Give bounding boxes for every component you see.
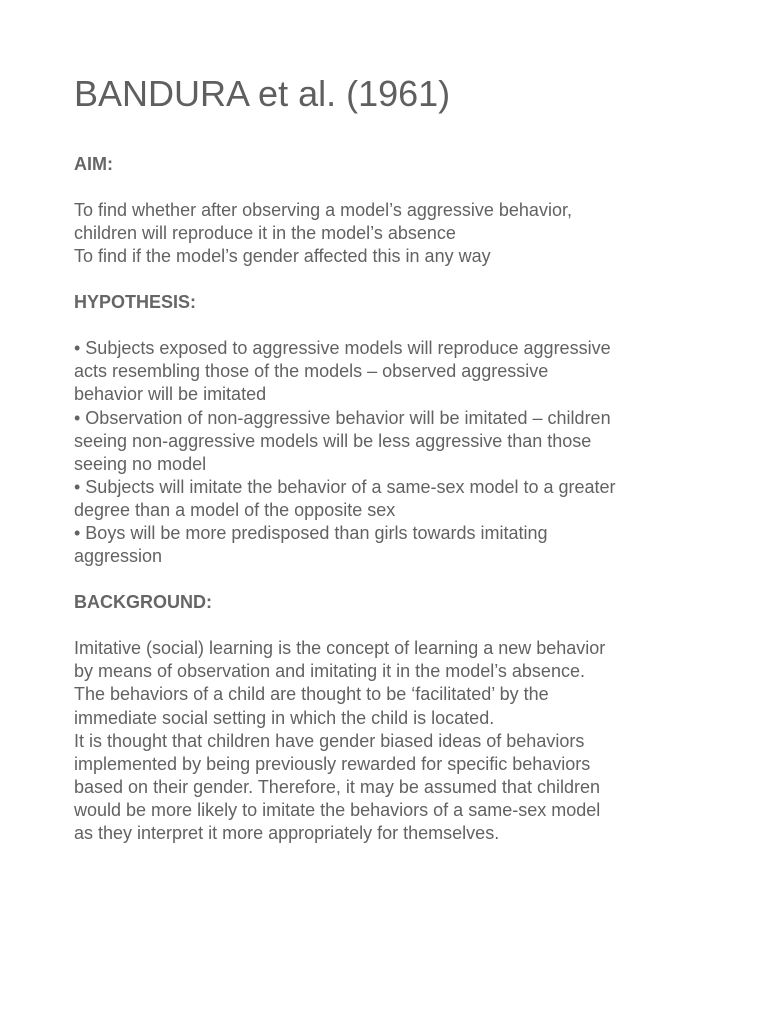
spacer bbox=[74, 314, 714, 337]
hypothesis-line: degree than a model of the opposite sex bbox=[74, 499, 396, 520]
aim-paragraph bbox=[74, 199, 714, 268]
background-line: The behaviors of a child are thought to be ‘facilitated’ by the bbox=[74, 684, 549, 705]
hypothesis-line: • Subjects exposed to aggressive models will reproduce aggressive bbox=[74, 338, 611, 359]
spacer bbox=[74, 568, 714, 591]
background-line: It is thought that children have gender biased ideas of behaviors bbox=[74, 730, 585, 751]
background-heading: BACKGROUND: bbox=[74, 592, 212, 613]
aim-line: To find if the model’s gender affected this in any way bbox=[74, 246, 491, 267]
spacer bbox=[74, 176, 714, 199]
hypothesis-line: • Observation of non-aggressive behavior will be imitated – children bbox=[74, 407, 611, 428]
aim-line: To find whether after observing a model’s aggressive behavior, bbox=[74, 200, 572, 220]
hypothesis-line: • Boys will be more predisposed than girls towards imitating bbox=[74, 523, 548, 544]
background-line: by means of observation and imitating it in the model’s absence. bbox=[74, 661, 585, 682]
hypothesis-line: • Subjects will imitate the behavior of a same-sex model to a greater bbox=[74, 476, 616, 497]
hypothesis-line: acts resembling those of the models – observed aggressive bbox=[74, 361, 549, 382]
background-line: immediate social setting in which the child is located. bbox=[74, 707, 495, 728]
hypothesis-line: seeing non-aggressive models will be less aggressive than those bbox=[74, 430, 592, 451]
spacer bbox=[74, 614, 714, 637]
spacer bbox=[74, 268, 714, 291]
hypothesis-paragraph bbox=[74, 337, 714, 568]
hypothesis-line: behavior will be imitated bbox=[74, 384, 267, 405]
background-paragraph bbox=[74, 637, 714, 845]
hypothesis-line: seeing no model bbox=[74, 453, 207, 474]
document-page bbox=[74, 70, 714, 845]
aim-line: children will reproduce it in the model’s absence bbox=[74, 223, 456, 244]
hypothesis-line: aggression bbox=[74, 546, 163, 567]
spacer bbox=[74, 118, 714, 153]
background-line: based on their gender. Therefore, it may be assumed that children bbox=[74, 776, 600, 797]
hypothesis-heading: HYPOTHESIS: bbox=[74, 292, 197, 313]
aim-heading: AIM: bbox=[74, 154, 113, 174]
background-line: implemented by being previously rewarded for specific behaviors bbox=[74, 753, 591, 774]
document-title: BANDURA et al. (1961) bbox=[74, 73, 451, 114]
background-line: Imitative (social) learning is the concept of learning a new behavior bbox=[74, 638, 606, 659]
background-line: would be more likely to imitate the behaviors of a same-sex model bbox=[74, 799, 601, 820]
background-line: as they interpret it more appropriately for themselves. bbox=[74, 822, 500, 843]
